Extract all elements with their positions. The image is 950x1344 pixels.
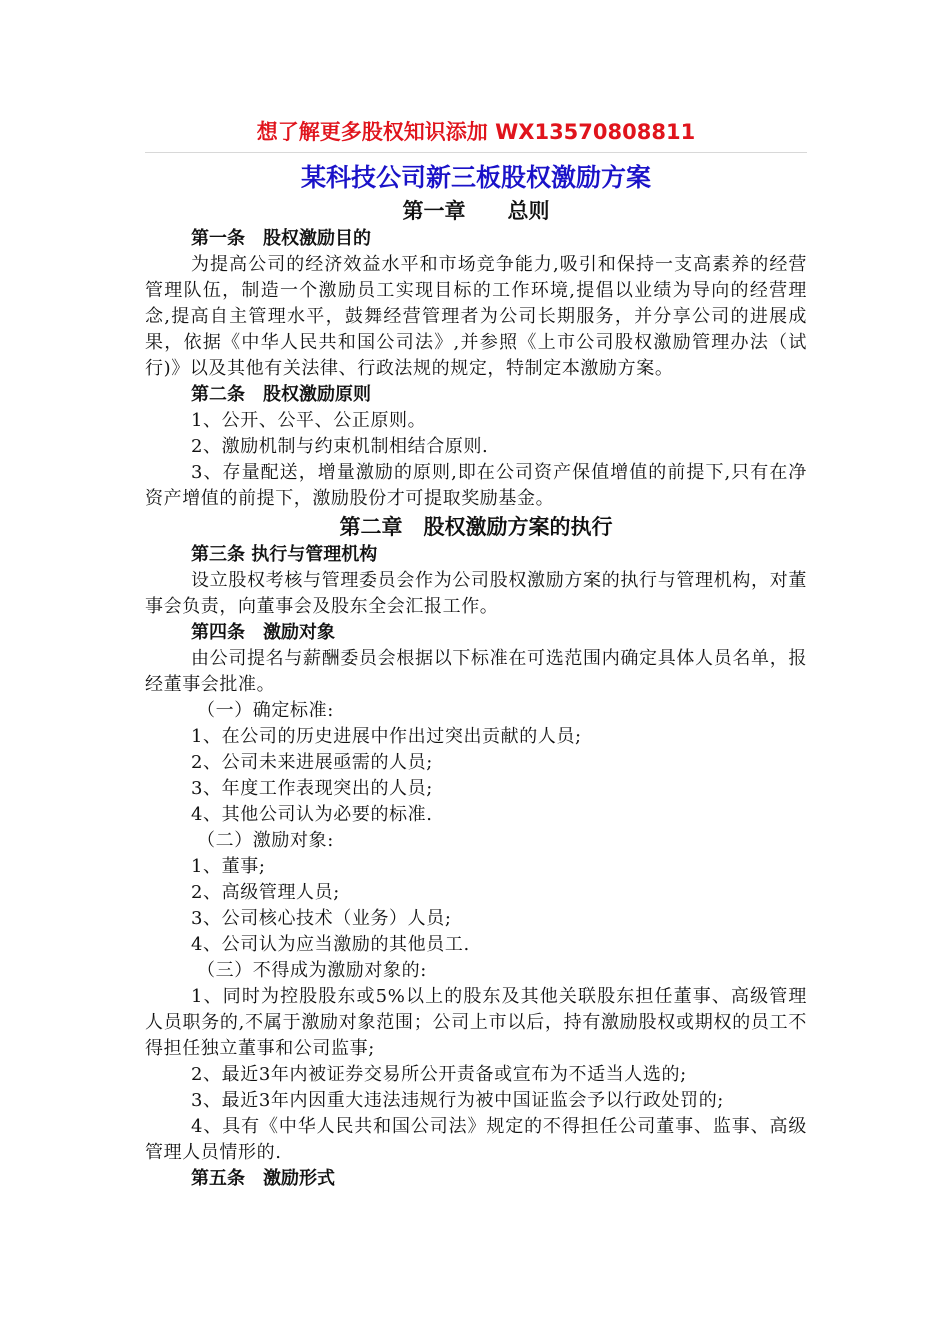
chapter-1-heading: 第一章 总则 xyxy=(402,198,550,223)
criteria-item-4: 4、其他公司认为必要的标准. xyxy=(191,804,433,825)
article-2-item-1: 1、公开、公平、公正原则。 xyxy=(191,410,427,431)
article-1-heading: 第一条 股权激励目的 xyxy=(191,228,371,249)
targets-subheading: （二）激励对象: xyxy=(197,830,334,851)
document-title: 某科技公司新三板股权激励方案 xyxy=(300,163,651,192)
header-divider xyxy=(145,152,807,153)
criteria-item-1: 1、在公司的历史进展中作出过突出贡献的人员; xyxy=(191,726,582,747)
article-5-heading: 第五条 激励形式 xyxy=(191,1168,335,1189)
criteria-item-2: 2、公司未来进展亟需的人员; xyxy=(191,752,433,773)
criteria-item-3: 3、年度工作表现突出的人员; xyxy=(191,778,433,799)
article-2-heading: 第二条 股权激励原则 xyxy=(191,384,371,405)
article-2-item-2: 2、激励机制与约束机制相结合原则. xyxy=(191,436,489,457)
exclusions-item-3: 3、最近3年内因重大违法违规行为被中国证监会予以行政处罚的; xyxy=(191,1090,724,1111)
article-4-heading: 第四条 激励对象 xyxy=(191,622,335,643)
promo-banner: 想了解更多股权知识添加 WX13570808811 xyxy=(256,120,696,144)
exclusions-item-1: 1、同时为控股股东或5%以上的股东及其他关联股东担任董事、高级管理人员职务的,不属于激励对象范围；公司上市以后，持有激励股权或期权的员工不得担任独立董事和公司监事; xyxy=(145,986,807,1059)
article-3-heading: 第三条 执行与管理机构 xyxy=(191,544,378,565)
exclusions-item-4: 4、具有《中华人民共和国公司法》规定的不得担任公司董事、监事、高级管理人员情形的. xyxy=(145,1116,807,1163)
targets-item-3: 3、公司核心技术（业务）人员; xyxy=(191,908,452,929)
article-1-paragraph: 为提高公司的经济效益水平和市场竞争能力,吸引和保持一支高素养的经营管理队伍，制造一个激励员工实现目标的工作环境,提倡以业绩为导向的经营理念,提高自主管理水平，鼓舞经营管理者为公司长期服务，并分享公司的进展成果，依据《中华人民共和国公司法》,并参照《上市公司股权激励管理办法（试行)》以及其他有关法律、行政法规的规定，特制定本激励方案。 xyxy=(145,254,807,379)
article-2-item-3: 3、存量配送，增量激励的原则,即在公司资产保值增值的前提下,只有在净资产增值的前提下，激励股份才可提取奖励基金。 xyxy=(145,462,807,509)
targets-item-2: 2、高级管理人员; xyxy=(191,882,340,903)
criteria-subheading: （一）确定标准: xyxy=(197,700,334,721)
article-4-paragraph: 由公司提名与薪酬委员会根据以下标准在可选范围内确定具体人员名单，报经董事会批准。 xyxy=(145,648,807,695)
targets-item-1: 1、董事; xyxy=(191,856,266,877)
chapter-2-heading: 第二章 股权激励方案的执行 xyxy=(339,514,613,539)
document-body xyxy=(145,196,807,1192)
exclusions-subheading: （三）不得成为激励对象的: xyxy=(197,960,427,981)
targets-item-4: 4、公司认为应当激励的其他员工. xyxy=(191,934,470,955)
article-3-paragraph: 设立股权考核与管理委员会作为公司股权激励方案的执行与管理机构，对董事会负责，向董事会及股东全会汇报工作。 xyxy=(145,570,807,617)
exclusions-item-2: 2、最近3年内被证券交易所公开责备或宣布为不适当人选的; xyxy=(191,1064,687,1085)
